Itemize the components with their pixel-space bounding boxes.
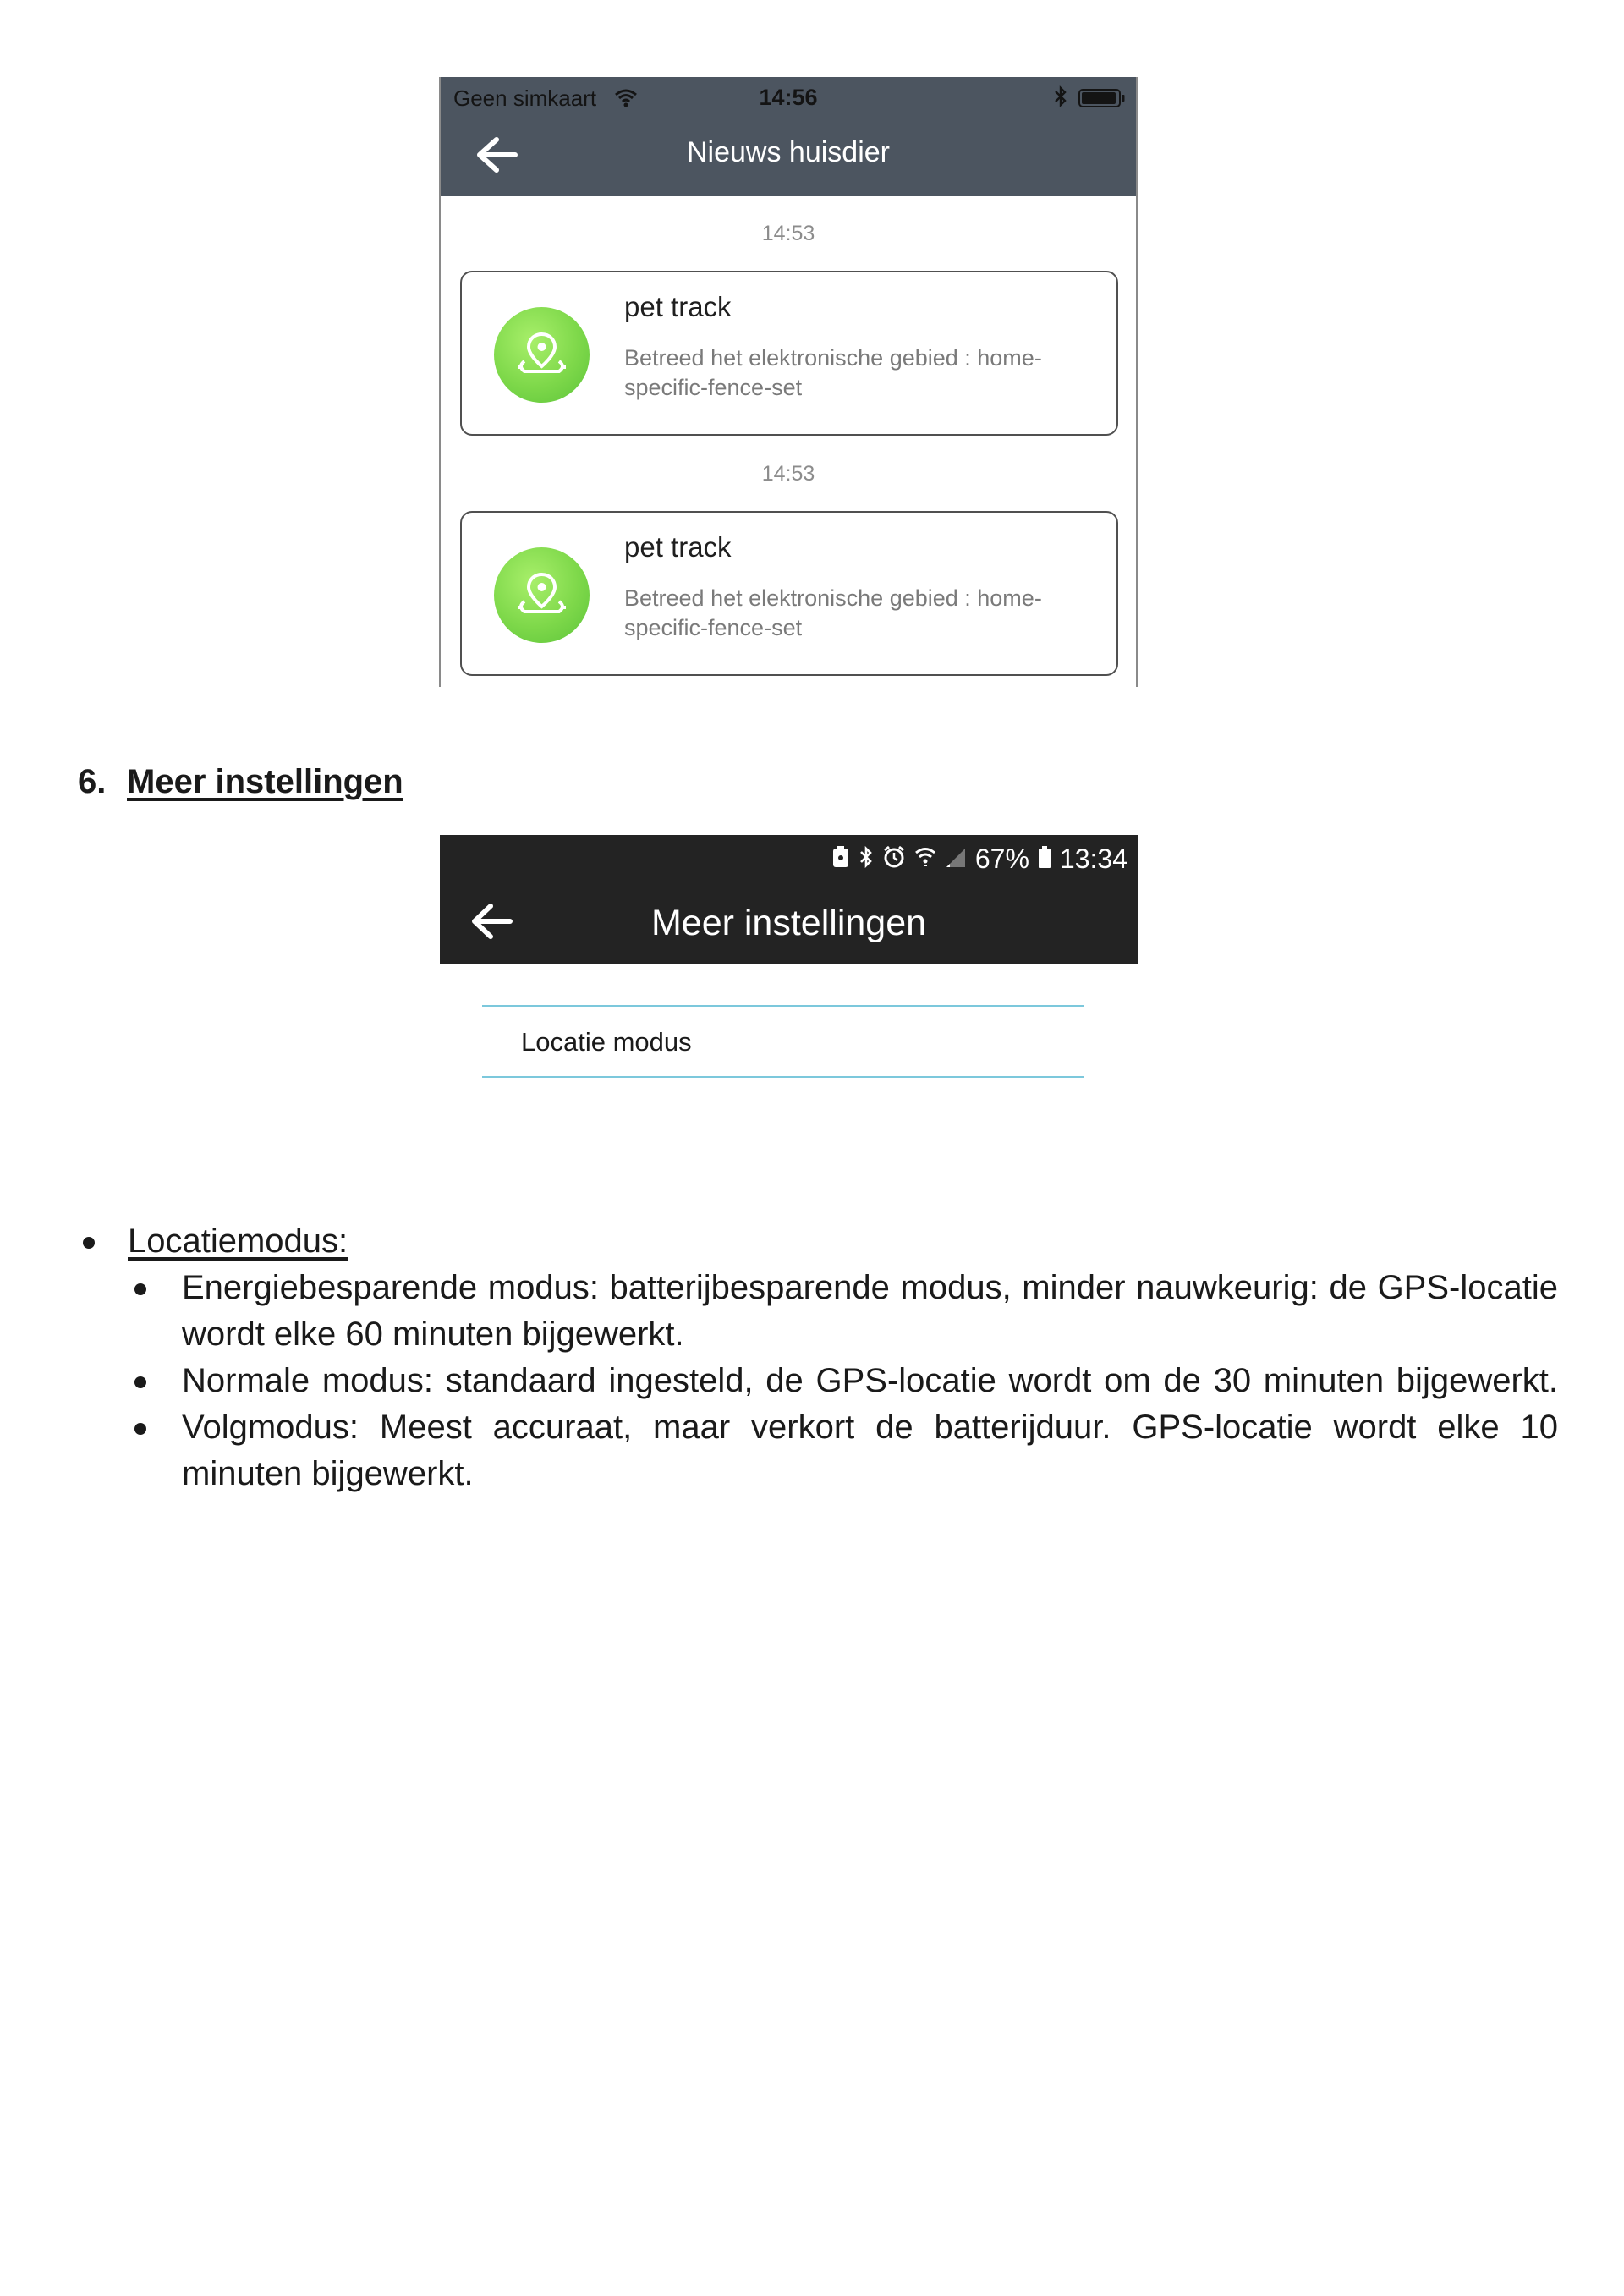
section-number: 6.: [78, 763, 107, 800]
bullet-icon: [134, 1376, 146, 1388]
ios-status-bar: [441, 77, 1136, 119]
battery-icon: [1078, 88, 1126, 113]
list-item: [78, 1404, 1558, 1497]
message-body: Betreed het elektronische gebied : home-specific-fence-set: [624, 345, 1042, 400]
message-time: 14:53: [761, 462, 815, 486]
list-item: [78, 1358, 1558, 1404]
wifi-icon: [914, 845, 936, 873]
signal-icon: [945, 845, 967, 873]
bluetooth-icon: [859, 845, 874, 873]
battery-icon: [1038, 845, 1051, 873]
bullet-icon: [83, 1237, 95, 1249]
list-heading: Locatiemodus:: [128, 1222, 348, 1260]
message-title: pet track: [624, 531, 732, 563]
list-item: [78, 1218, 1558, 1265]
bullet-icon: [134, 1283, 146, 1295]
battery-percent: 67%: [974, 843, 1029, 874]
carrier-label: Geen simkaart: [453, 85, 597, 111]
list-item-text: Energiebesparende modus: batterijbesparende modus, minder nauwkeurig: de GPS-locatie wordt elke 60 minuten bijgewerkt.: [182, 1269, 1558, 1353]
page-title: Nieuws huisdier: [687, 136, 890, 168]
message-card[interactable]: [460, 511, 1118, 676]
bullet-icon: [134, 1423, 146, 1435]
status-time: 13:34: [1059, 843, 1127, 874]
geofence-pin-icon: [494, 307, 590, 403]
section-title: Meer instellingen: [127, 763, 403, 800]
message-time: 14:53: [761, 222, 815, 245]
android-header: [440, 835, 1138, 964]
ios-header: [441, 77, 1136, 196]
alarm-icon: [882, 845, 906, 873]
lock-icon: [831, 845, 850, 873]
settings-list: [482, 1005, 1084, 1078]
settings-item-label: Locatie modus: [521, 1027, 692, 1057]
android-status-bar: [831, 842, 1127, 876]
settings-item-location-mode[interactable]: [482, 1005, 1084, 1078]
status-time: 14:56: [759, 85, 818, 110]
message-card[interactable]: [460, 271, 1118, 436]
ios-screenshot: [439, 77, 1138, 687]
page-title: Meer instellingen: [650, 903, 927, 943]
list-item: [78, 1265, 1558, 1358]
bluetooth-icon: [1053, 85, 1068, 113]
message-body: Betreed het elektronische gebied : home-specific-fence-set: [624, 585, 1042, 640]
section-heading: [78, 763, 403, 801]
location-mode-list: [78, 1218, 1558, 1497]
list-item-text: Volgmodus: Meest accuraat, maar verkort de batterijduur. GPS-locatie wordt elke 10 minuten bijgewerkt.: [182, 1409, 1558, 1492]
list-item-text: Normale modus: standaard ingesteld, de GPS-locatie wordt om de 30 minuten bijgewerkt.: [182, 1362, 1558, 1399]
message-title: pet track: [624, 291, 732, 322]
geofence-pin-icon: [494, 547, 590, 643]
